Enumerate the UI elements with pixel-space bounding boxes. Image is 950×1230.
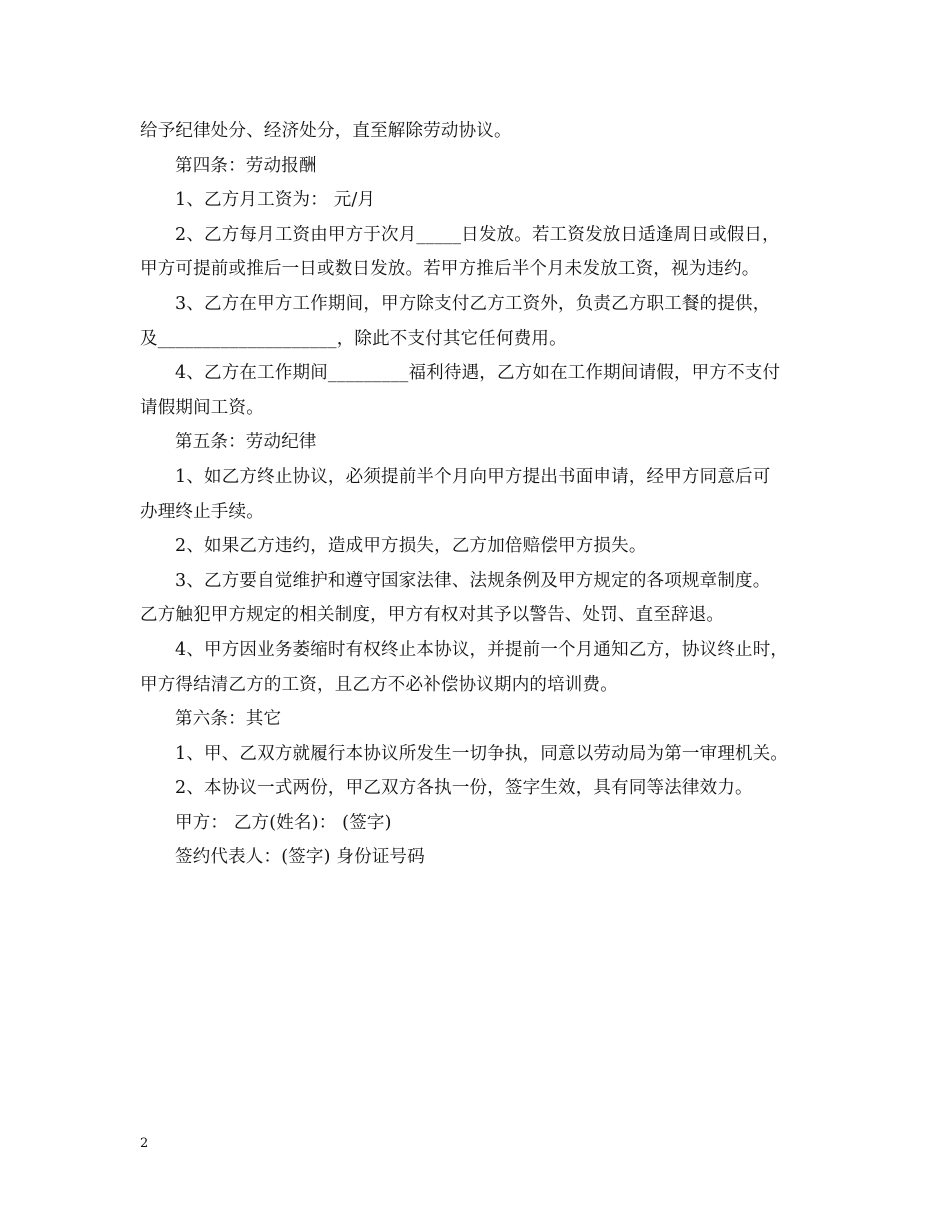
- document-body: [140, 114, 820, 875]
- section-heading-5: 第五条：劳动纪律: [175, 432, 317, 453]
- text-line: 请假期间工资。: [140, 397, 264, 418]
- text-line: 1、乙方月工资为： 元/月: [175, 190, 376, 211]
- text-line: 1、甲、乙双方就履行本协议所发生一切争执，同意以劳动局为第一审理机关。: [175, 743, 789, 764]
- page-number: 2: [140, 1136, 149, 1151]
- text-line: 办理终止手续。: [140, 501, 264, 522]
- text-line: 4、乙方在工作期间_________福利待遇，乙方如在工作期间请假，甲方不支付: [175, 363, 781, 384]
- text-line: 甲方得结清乙方的工资，且乙方不必补偿协议期内的培训费。: [140, 674, 618, 695]
- text-line: 给予纪律处分、经济处分，直至解除劳动协议。: [140, 121, 512, 141]
- text-line: 3、乙方在甲方工作期间，甲方除支付乙方工资外，负责乙方职工餐的提供，: [175, 293, 771, 314]
- text-line: 2、本协议一式两份，甲乙双方各执一份，签字生效，具有同等法律效力。: [175, 778, 753, 799]
- signature-line-parties: 甲方： 乙方(姓名)： (签字): [175, 812, 392, 833]
- section-heading-6: 第六条：其它: [175, 709, 282, 730]
- signature-line-representative: 签约代表人：(签字) 身份证号码: [175, 847, 425, 868]
- text-line: 2、乙方每月工资由甲方于次月_____日发放。若工资发放日适逢周日或假日，: [175, 224, 780, 245]
- text-line: 甲方可提前或推后一日或数日发放。若甲方推后半个月未发放工资，视为违约。: [140, 259, 760, 280]
- section-heading-4: 第四条：劳动报酬: [175, 155, 317, 176]
- text-line: 及____________________，除此不支付其它任何费用。: [140, 328, 567, 349]
- text-line: 2、如果乙方违约，造成甲方损失，乙方加倍赔偿甲方损失。: [175, 536, 647, 557]
- text-line: 3、乙方要自觉维护和遵守国家法律、法规条例及甲方规定的各项规章制度。: [175, 570, 771, 591]
- text-line: 1、如乙方终止协议，必须提前半个月向甲方提出书面申请，经甲方同意后可: [175, 466, 771, 487]
- text-line: 4、甲方因业务萎缩时有权终止本协议，并提前一个月通知乙方，协议终止时，: [175, 639, 789, 660]
- text-line: 乙方触犯甲方规定的相关制度，甲方有权对其予以警告、处罚、直至辞退。: [140, 605, 725, 626]
